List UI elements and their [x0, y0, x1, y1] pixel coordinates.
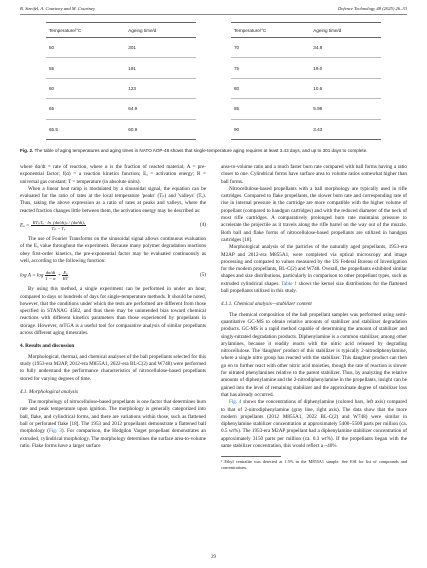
table-row — [46, 78, 196, 98]
table-header-row — [46, 23, 196, 38]
header-journal: Defence Technology 48 (2025) 26–33 — [338, 6, 407, 11]
text: The morphology of nitrocellulose-based propellants is one factor that determines burn rate and peak temperature upon ignition. The morphology is generally categorized into ball, flake, and cylindrical forms, and there are variations within those, such as flattened ball or perforated flake [18]. The 1953 and 2012 propellants demonstrate a flattened ball morphology ( — [20, 399, 206, 435]
paragraph: When a linear heat ramp is modulated by a sinusoidal signal, the equation can be evaluated for the ratio of rates at the local temperature 'peaks' (Tₚ) and 'valleys' (Tᵥ). Thus, taking the above expression as a ratio of rates at peaks and valleys, where the reacted fraction changes little between them, the activation energy may be described as: — [20, 185, 206, 214]
header-rule — [20, 14, 407, 15]
cell: 65.5 — [46, 119, 125, 139]
col-header-temperature: Temperature/°C — [231, 23, 310, 38]
running-header — [20, 6, 407, 11]
cell: 85 — [231, 99, 310, 119]
table-row — [231, 119, 381, 139]
figure-link[interactable]: Fig. 4 — [229, 399, 242, 406]
table-row — [46, 99, 196, 119]
eq4-fraction — [31, 220, 86, 231]
cell: 191 — [125, 58, 196, 78]
equation-body — [20, 270, 68, 281]
table-row — [231, 99, 381, 119]
equation-body — [20, 220, 86, 231]
cell: 5.98 — [310, 99, 381, 119]
cell: 123 — [125, 78, 196, 98]
cell: 50 — [46, 38, 125, 58]
paragraph — [221, 244, 407, 295]
text: Morphological analysis of the particles of the naturally aged propellants, 1953-era M2AP and 2012-era M855A1, were completed via optical microscopy and image processing and compared to values measured by the US Federal Bureau of Investigation for the modern propellants, BL-C(2) and W748. Overall, the propellants exhibited similar shapes and size distributions, particularly in comparison to other propellant types, such as extruded cylindrical shapes. — [221, 244, 407, 287]
eq5-fraction-2 — [62, 270, 68, 281]
footnote: ¹ Ethyl centralite was detected at 1.5% in the M855A1 sample. See ESI for list of compounds and concentrations. — [221, 459, 407, 470]
left-column — [20, 164, 206, 450]
text: shows the concentrations of diphenylamine (colored bars, left axis) compared to that of 2-nitrodiphenylamine (gray line, right axis). The data show that the more modern propellants (2012 M855A1, 2022 BL-C(2) and W748) were similar in diphenylamine stabilizer concentration at approximately 5400–5500 parts per million (ca. 0.5 wt%). The 1953-era M2AP propellant had a diphenylamine stabilizer concentration of approximately 3150 parts per million (ca. 0.3 wt%). If the propellants began with the same stabilizer concentration, this would reflect a ~40% — [221, 399, 407, 449]
cell: 65 — [46, 99, 125, 119]
equation-number: (5) — [200, 272, 206, 279]
cell: 60.9 — [125, 119, 196, 139]
figure-caption — [20, 148, 407, 153]
figure-link[interactable]: Fig. 3 — [49, 428, 62, 435]
aging-table-right — [231, 22, 381, 140]
cell: 80 — [231, 78, 310, 98]
paragraph: The use of Fourier Transforms on the sinusoidal signal allows continuous evaluation of the Eₐ value throughout the experiment. Because many polymer degradation reactions obey first-order kinetics, the pre-exponential factor may be evaluated continuously as well, according to the following function: — [20, 236, 206, 264]
cell: 90 — [231, 119, 310, 139]
eq5-lhs: log A = log — [20, 272, 44, 279]
cell: 64.9 — [125, 99, 196, 119]
table-header-row — [231, 23, 381, 38]
paragraph — [221, 399, 407, 450]
eq5-numerator: dα/dt — [45, 270, 56, 276]
paragraph: area-to-volume ratio and a much faster burn rate compared with ball forms having a ratio closer to one. Cylindrical forms have surface area to volume ratios somewhat higher than ball forms. — [221, 164, 407, 185]
caption-text: The table of aging temperatures and aging times in NATO AOP-48 shows that single-temperature aging requires at least 3.43 days, and up to 301 days to complete. — [33, 148, 368, 153]
table-row — [46, 119, 196, 139]
cell: 55 — [46, 58, 125, 78]
cell: 19.0 — [310, 58, 381, 78]
eq4-num-b: (dα/dt)ₚ / (dα/dt)ᵥ — [53, 220, 86, 226]
text: ). For comparison, the Hodgdon Varget propellant demonstrates an extruded, cylindrical morphology. The morphology determines the surface area-to-volume ratio. Flake forms have a larger surface — [20, 428, 206, 449]
cell: 75 — [231, 58, 310, 78]
cell: 3.43 — [310, 119, 381, 139]
paragraph: where dα/dt = rate of reaction, where α is the fraction of reacted material; A = pre-exponential factor; f(α) = a reaction kinetics function; Eₐ = activation energy; R = universal gas constant; T = temperature (in absolute units). — [20, 164, 206, 185]
table-row — [231, 78, 381, 98]
eq4-denominator: Tₚ − Tᵥ — [51, 226, 66, 232]
subsection-heading: 4.1.1. Chemical analysis—stabilizer content — [221, 301, 312, 308]
eq5-plus: + — [56, 272, 63, 279]
paragraph: Morphological, thermal, and chemical analyses of the ball propellants selected for this study (1953-era M2AP, 2012-era M855A1, 2022-era BL-C(2) and W748) were performed to fully understand the performance characteristics of nitrocellulose-based propellants stored for varying degrees of time. — [20, 353, 206, 382]
section-heading: 4. Results and discussion — [20, 343, 75, 350]
col-header-temperature: Temperature/°C — [46, 23, 125, 38]
table-row — [46, 58, 196, 78]
table-link[interactable]: Table 1 — [281, 280, 297, 287]
equation-5 — [20, 270, 206, 281]
cell: 10.6 — [310, 78, 381, 98]
aging-table-left — [46, 22, 196, 140]
eq4-lhs: Eₐ = — [20, 222, 30, 229]
header-authors: B. Streifel, A. Courtney and M. Courtney — [20, 6, 96, 11]
subsection-heading: 4.1. Morphological analysis — [20, 388, 78, 395]
eq5-r-numerator: Eₐ — [63, 270, 68, 276]
equation-number: (4) — [200, 221, 206, 228]
col-header-aging-time: Ageing time/d — [310, 23, 381, 38]
paragraph: By using this method, a single experiment can be performed in under an hour, compared to days or hundreds of days for single-temperature methods. It should be noted, however, that the conditions under which the tests are performed are different from those specified in STANAG 4582, and thus there may be unintended bias toward chemical reactions with different kinetics parameters than those experienced by propellants in storage. However, mTGA is a useful tool for comparative analysis of similar propellants across different aging timescales. — [20, 286, 206, 337]
paragraph: Nitrocellulose-based propellants with a ball morphology are typically used in rifle cartridges. Compared to flake propellants, the slower burn rate and corresponding rate of rise in internal pressure in the cartridge are more compatible with the higher volume of propellant (compared to handgun cartridges) and with the reduced diameter of the neck of most rifle cartridges. A comparatively prolonged burn rate maintains pressure to accelerate the projectile as it travels along the rifle barrel on the way out of the muzzle. Both ball and flake forms of nitrocellulose-based propellants are utilized in handgun cartridges [18]. — [221, 185, 407, 243]
table-row — [231, 38, 381, 58]
table-row — [231, 58, 381, 78]
right-column — [221, 164, 407, 470]
eq5-fraction — [45, 270, 57, 281]
cell: 34.8 — [310, 38, 381, 58]
eq5-denominator: 1 − α — [45, 276, 56, 282]
page-number: 29 — [211, 555, 216, 560]
cell: 70 — [231, 38, 310, 58]
cell: 60 — [46, 78, 125, 98]
col-header-aging-time: Ageing time/d — [125, 23, 196, 38]
eq4-num-a: RTₚTᵥ · ln — [32, 220, 51, 226]
footnote-rule — [221, 456, 281, 457]
table-row — [46, 38, 196, 58]
paragraph: The chemical composition of the ball propellant samples was performed using semi-quantitative GC-MS to obtain relative amounts of stabilizer and stabilizer degradation products. GC-MS is a rapid method capable of determining the amount of stabilizer and singly-nitrated degradation products. Diphenylamine is a common stabilizer, among other arylamines, because it readily reacts with the nitric acid released by degrading nitrocellulose. The 'daughter' product of this stabilizer is typically 2-nitrodiphenylamine, where a single nitro group has reacted with the stabilizer. This daughter product can then go on to further react with other nitric acid moieties, though the rate of reaction is slower for nitrated phenylamines relative to the parent stabilizer. Thus, by analyzing the relative amounts of diphenylamine and the 2-nitrodiphenylamine in the propellants, insight can be gained into the level of remaining stabilizer and the approximate degree of stabilizer loss that has already occurred. — [221, 311, 407, 398]
cell: 301 — [125, 38, 196, 58]
caption-label: Fig. 2. — [20, 148, 34, 153]
paragraph — [20, 399, 206, 450]
text: shows the kernel size distributions for the flattened ball propellants utilized in this study. — [221, 280, 407, 295]
eq5-r-denominator: RT — [62, 276, 69, 282]
figure-2-tables — [46, 22, 381, 140]
equation-4 — [20, 220, 206, 231]
